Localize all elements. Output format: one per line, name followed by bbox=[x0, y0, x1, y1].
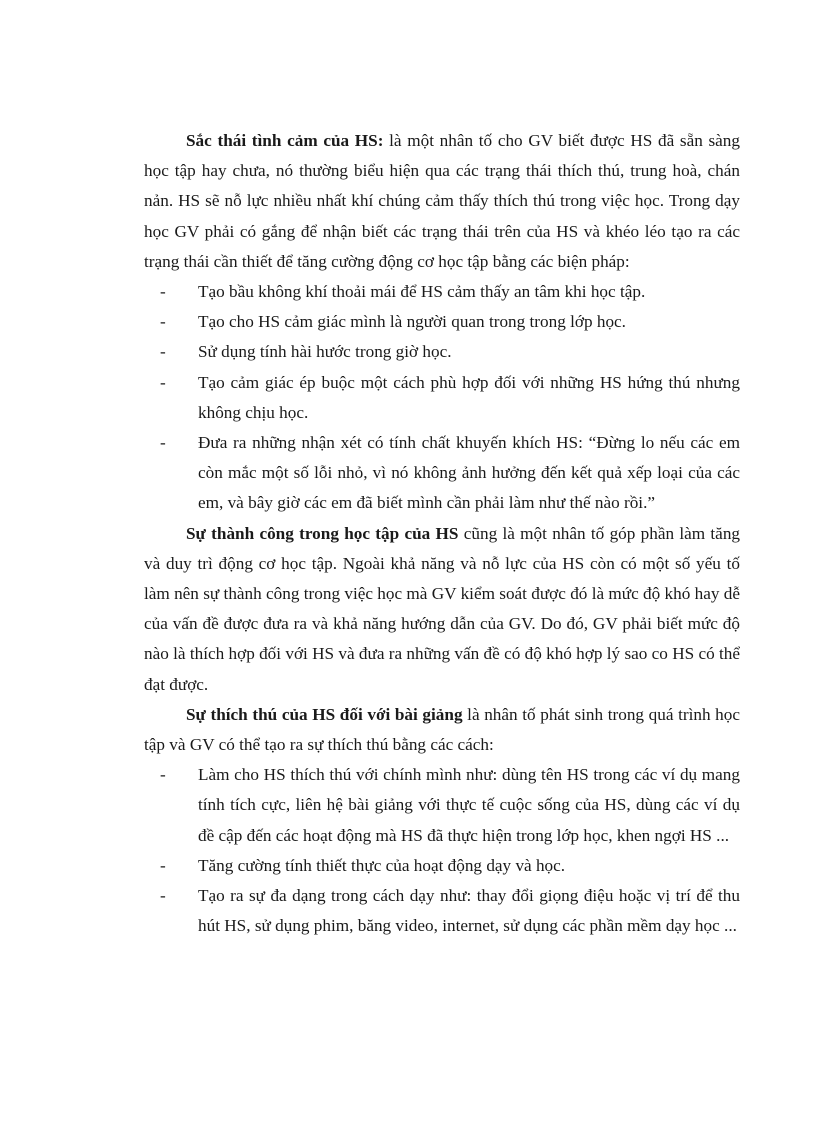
dash-bullet: - bbox=[160, 433, 166, 453]
dash-bullet: - bbox=[160, 372, 166, 392]
paragraph-emotional-state bbox=[144, 126, 740, 277]
heading-emotional-state: Sắc thái tình cảm của HS: bbox=[186, 131, 384, 150]
document-body bbox=[144, 126, 740, 941]
list-item bbox=[144, 277, 740, 307]
list-item-text: Tăng cường tính thiết thực của hoạt động dạy và học. bbox=[198, 855, 566, 875]
dash-bullet: - bbox=[160, 886, 166, 906]
list-item bbox=[144, 881, 740, 941]
paragraph-text: là một nhân tố cho GV biết được HS đã sẵn sàng học tập hay chưa, nó thường biểu hiện qua các trạng thái thích thú, trung hoà, chán nản. HS sẽ nỗ lực nhiều nhất khí chúng cảm thấy thích thú trong việc học. Trong dạy học GV phải có gắng để nhận biết các trạng thái trên của HS và khéo léo tạo ra các trạng thái cần thiết để tăng cường động cơ học tập bằng các biện pháp: bbox=[144, 131, 740, 271]
dash-bullet: - bbox=[160, 342, 166, 362]
list-interest-methods bbox=[144, 760, 740, 941]
list-item-text: Tạo cảm giác ép buộc một cách phù hợp đối với những HS hứng thú nhưng không chịu học. bbox=[198, 372, 740, 422]
paragraph-lesson-interest bbox=[144, 700, 740, 760]
list-item bbox=[144, 851, 740, 881]
dash-bullet: - bbox=[160, 312, 166, 332]
list-item bbox=[144, 307, 740, 337]
dash-bullet: - bbox=[160, 855, 166, 875]
list-item bbox=[144, 760, 740, 851]
list-item-text: Tạo bầu không khí thoải mái để HS cảm thấy an tâm khi học tập. bbox=[198, 282, 646, 302]
list-item-text: Đưa ra những nhận xét có tính chất khuyến khích HS: “Đừng lo nếu các em còn mắc một số lỗi nhỏ, vì nó không ảnh hưởng đến kết quả xếp loại của các em, và bây giờ các em đã biết mình cần phải làm như thế nào rồi.” bbox=[198, 433, 740, 513]
dash-bullet: - bbox=[160, 282, 166, 302]
paragraph-learning-success bbox=[144, 519, 740, 700]
list-item bbox=[144, 428, 740, 519]
list-emotional-measures bbox=[144, 277, 740, 519]
heading-lesson-interest: Sự thích thú của HS đối với bài giảng bbox=[186, 704, 463, 724]
paragraph-text: cũng là một nhân tố góp phần làm tăng và duy trì động cơ học tập. Ngoài khả năng và nỗ lực của HS còn có một số yếu tố làm nên sự thành công trong việc học mà GV kiểm soát được đó là mức độ khó hay dễ của vấn đề được đưa ra và khả năng hướng dẫn của GV. Do đó, GV phải biết mức độ nào là thích hợp đối với HS và đưa ra những vấn đề có độ khó hợp lý sao co HS có thể đạt được. bbox=[144, 523, 741, 694]
list-item-text: Tạo ra sự đa dạng trong cách dạy như: thay đổi giọng điệu hoặc vị trí để thu hút HS, sử dụng phim, băng video, internet, sử dụng các phần mềm dạy học ... bbox=[198, 886, 740, 936]
list-item-text: Làm cho HS thích thú với chính mình như: dùng tên HS trong các ví dụ mang tính tích cực, liên hệ bài giảng với thực tế cuộc sống của HS, dùng các ví dụ đề cập đến các hoạt động mà HS đã thực hiện trong lớp học, khen ngợi HS ... bbox=[198, 765, 740, 845]
paragraph-text: là nhân tố phát sinh trong quá trình học tập và GV có thể tạo ra sự thích thú bằng các cách: bbox=[144, 704, 740, 755]
dash-bullet: - bbox=[160, 765, 166, 785]
list-item bbox=[144, 368, 740, 428]
list-item-text: Tạo cho HS cảm giác mình là người quan trong trong lớp học. bbox=[198, 312, 626, 332]
heading-learning-success: Sự thành công trong học tập của HS bbox=[186, 523, 459, 543]
list-item bbox=[144, 337, 740, 367]
list-item-text: Sử dụng tính hài hước trong giờ học. bbox=[198, 342, 452, 362]
